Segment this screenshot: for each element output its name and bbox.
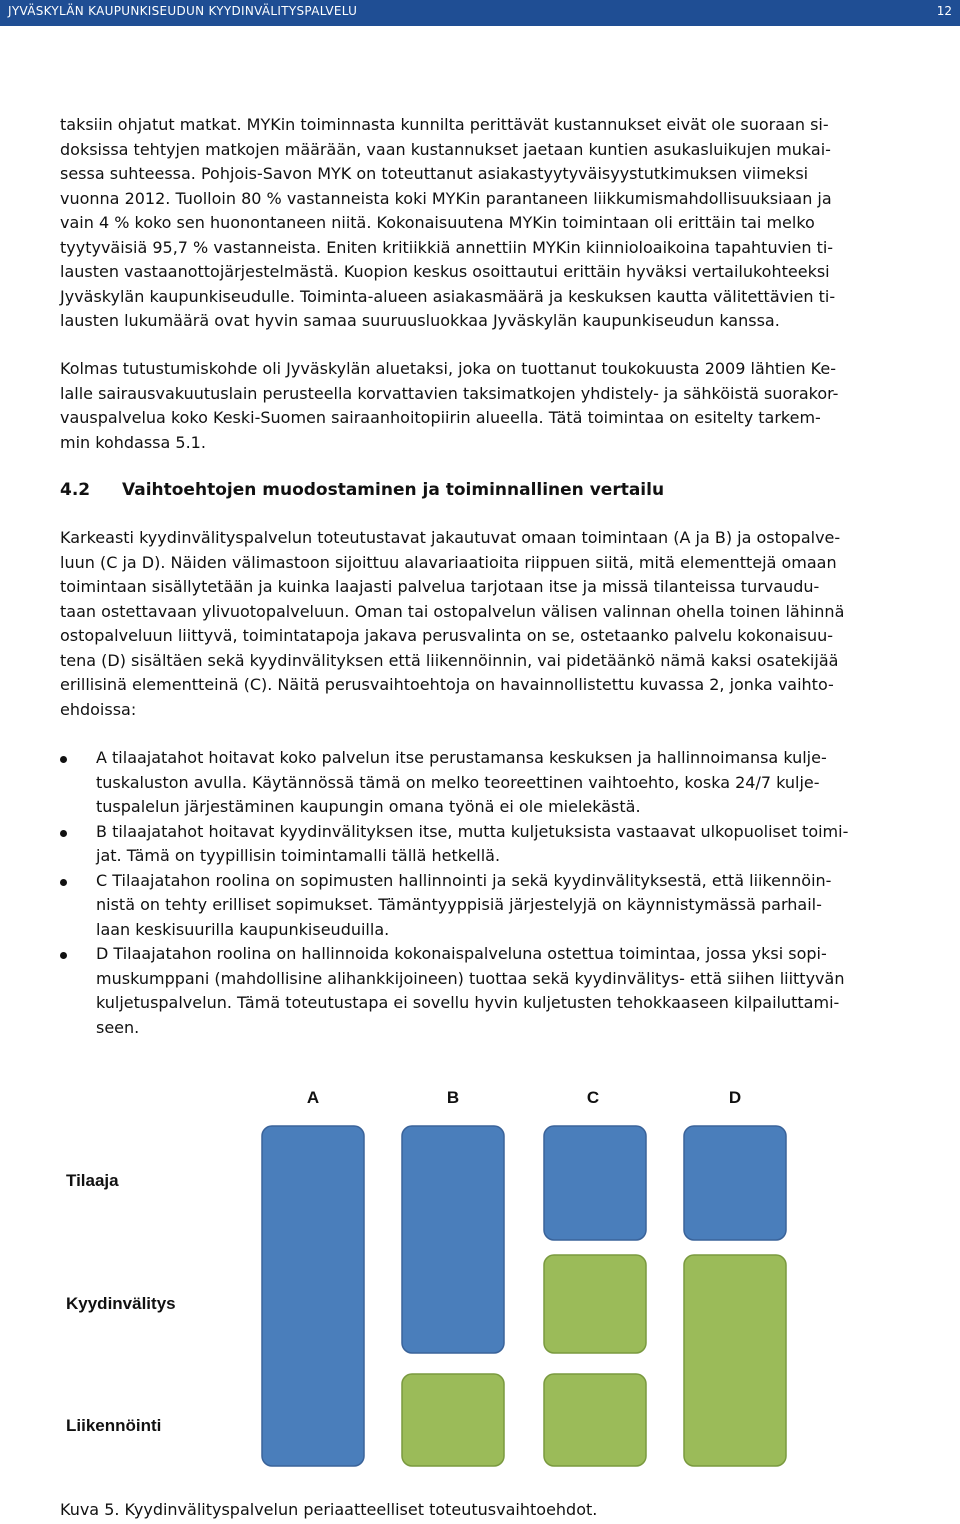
text-line: min kohdassa 5.1.: [60, 432, 206, 452]
bullet-icon: [60, 756, 67, 763]
section-heading: [60, 480, 664, 500]
paragraph-1: [60, 113, 960, 334]
text-line: vain 4 % koko sen huonontaneen niitä. Kokonaisuutena MYKin toimintaan oli erittäin tai melko: [60, 213, 815, 232]
page-header: [0, 0, 960, 26]
column-label-c: C: [586, 1088, 600, 1107]
text-line: B tilaajatahot hoitavat kyydinvälityksen itse, mutta kuljetuksista vastaavat ulkopuoliset toimi-: [96, 821, 849, 841]
options-diagram: [0, 1080, 960, 1495]
row-label-liikennointi: Liikennöinti: [66, 1416, 162, 1435]
text-line: taksiin ohjatut matkat. MYKin toiminnasta kunnilta perittävät kustannukset eivät ole suoraan si-: [60, 115, 829, 134]
box-d-kyydinvalitys-liikennointi: [684, 1255, 786, 1466]
text-line: jat. Tämä on tyypillisin toimintamalli tällä hetkellä.: [96, 846, 501, 865]
box-b-tilaaja-kyydinvalitys: [402, 1126, 504, 1353]
option-list: [60, 746, 960, 1040]
text-line: Jyväskylän kaupunkiseudulle. Toiminta-alueen asiakasmäärä ja keskuksen kautta välitettävien ti-: [60, 286, 836, 306]
text-line: D Tilaajatahon roolina on hallinnoida kokonaispalveluna ostettua toimintaa, jossa yksi sopi-: [96, 944, 827, 963]
bullet-icon: [60, 830, 67, 837]
text-line: A tilaajatahot hoitavat koko palvelun itse perustamansa keskuksen ja hallinnoimansa kulje-: [96, 748, 827, 767]
column-label-b: B: [446, 1088, 460, 1107]
text-line: tuskaluston avulla. Käytännössä tämä on melko teoreettinen vaihtoehto, koska 24/7 kulje-: [96, 772, 820, 792]
box-a-tilaaja-kyydinvalitys-liikennointi: [262, 1126, 364, 1466]
text-line: muskumppani (mahdollisine alihankkijoineen) tuottaa sekä kyydinvälitys- että siihen liittyvän: [96, 968, 845, 988]
row-label-tilaaja: Tilaaja: [66, 1171, 119, 1190]
figure-caption: Kuva 5. Kyydinvälityspalvelun periaatteelliset toteutusvaihtoehdot.: [60, 1500, 598, 1519]
list-item: [60, 869, 960, 943]
text-line: ehdoissa:: [60, 699, 137, 719]
page-number: 12: [936, 4, 952, 18]
text-line: sessa suhteessa. Pohjois-Savon MYK on toteuttanut asiakastyytyväisyystutkimuksen viimeksi: [60, 164, 809, 183]
text-line: vuonna 2012. Tuolloin 80 % vastanneista koki MYKin parantaneen liikkumismahdollisuuksiaan ja: [60, 188, 832, 208]
section-number: 4.2: [60, 480, 91, 500]
text-line: kuljetuspalvelun. Tämä toteutustapa ei sovellu hyvin kuljetusten tehokkaaseen kilpailuttami-: [96, 993, 840, 1012]
text-line: tena (D) sisältäen sekä kyydinvälityksen että liikennöinnin, vai pidetäänkö nämä kaksi osatekijää: [60, 650, 839, 670]
column-label-a: A: [306, 1088, 320, 1107]
box-b-liikennointi: [402, 1374, 504, 1466]
box-d-tilaaja: [684, 1126, 786, 1240]
bullet-icon: [60, 952, 67, 959]
list-item: [60, 746, 960, 820]
box-c-kyydinvalitys: [544, 1255, 646, 1353]
text-line: seen.: [96, 1017, 140, 1037]
box-c-liikennointi: [544, 1374, 646, 1466]
text-line: Karkeasti kyydinvälityspalvelun toteutustavat jakautuvat omaan toimintaan (A ja B) ja ostopalve-: [60, 528, 841, 547]
text-line: erillisinä elementteinä (C). Näitä perusvaihtoehtoja on havainnollistettu kuvassa 2, jonka vaihto-: [60, 675, 834, 694]
row-label-kyydinvalitys: Kyydinvälitys: [66, 1294, 176, 1313]
list-item: [60, 942, 960, 1040]
text-line: tyytyväisiä 95,7 % vastanneista. Eniten kritiikkiä annettiin MYKin kiinnioloaikoina tapahtuvien ti-: [60, 237, 834, 257]
bullet-icon: [60, 879, 67, 886]
text-line: lausten lukumäärä ovat hyvin samaa suuruusluokkaa Jyväskylän kaupunkiseudun kanssa.: [60, 311, 780, 330]
text-line: lausten vastaanottojärjestelmästä. Kuopion keskus osoittautui erittäin hyväksi vertailukohteeksi: [60, 262, 830, 281]
list-item: [60, 820, 960, 869]
text-line: lalle sairausvakuutuslain perusteella korvattavien taksimatkojen yhdistely- ja sähköistä suorakor-: [60, 383, 839, 403]
text-line: toimintaan sisällytetään ja kuinka laajasti palvelua tarjotaan itse ja missä tilanteissa turvaudu-: [60, 577, 820, 596]
text-line: laan keskisuurilla kaupunkiseuduilla.: [96, 919, 390, 939]
paragraph-3: [60, 526, 960, 722]
text-line: vauspalvelua koko Keski-Suomen sairaanhoitopiirin alueella. Tätä toimintaa on esitelty tarkem-: [60, 408, 821, 427]
document-title: JYVÄSKYLÄN KAUPUNKISEUDUN KYYDINVÄLITYSPALVELU: [8, 4, 358, 18]
section-title: Vaihtoehtojen muodostaminen ja toiminnallinen vertailu: [122, 480, 665, 500]
paragraph-2: [60, 357, 960, 455]
text-line: nistä on tehty erilliset sopimukset. Tämäntyyppisiä järjestelyjä on käynnistymässä parhail-: [96, 895, 822, 914]
text-line: ostopalveluun liittyvä, toimintatapoja jakava perusvalinta on se, ostetaanko palvelu kokonaisuu-: [60, 626, 834, 645]
text-line: tuspalelun järjestäminen kaupungin omana työnä ei ole mielekästä.: [96, 797, 641, 816]
text-line: luun (C ja D). Näiden välimastoon sijoittuu alavariaatioita riippuen siitä, mitä elementtejä omaan: [60, 552, 837, 572]
text-line: taan ostettavaan ylivuotopalveluun. Oman tai ostopalvelun välisen valinnan ohella toinen lähinnä: [60, 601, 845, 621]
text-line: Kolmas tutustumiskohde oli Jyväskylän aluetaksi, joka on tuottanut toukokuusta 2009 lähtien Ke-: [60, 359, 836, 378]
text-line: doksissa tehtyjen matkojen määrään, vaan kustannukset jaetaan kuntien asukasluikujen mukai-: [60, 139, 831, 159]
text-line: C Tilaajatahon roolina on sopimusten hallinnointi ja sekä kyydinvälityksestä, että liikennöin-: [96, 870, 832, 890]
column-label-d: D: [728, 1088, 742, 1107]
box-c-tilaaja: [544, 1126, 646, 1240]
